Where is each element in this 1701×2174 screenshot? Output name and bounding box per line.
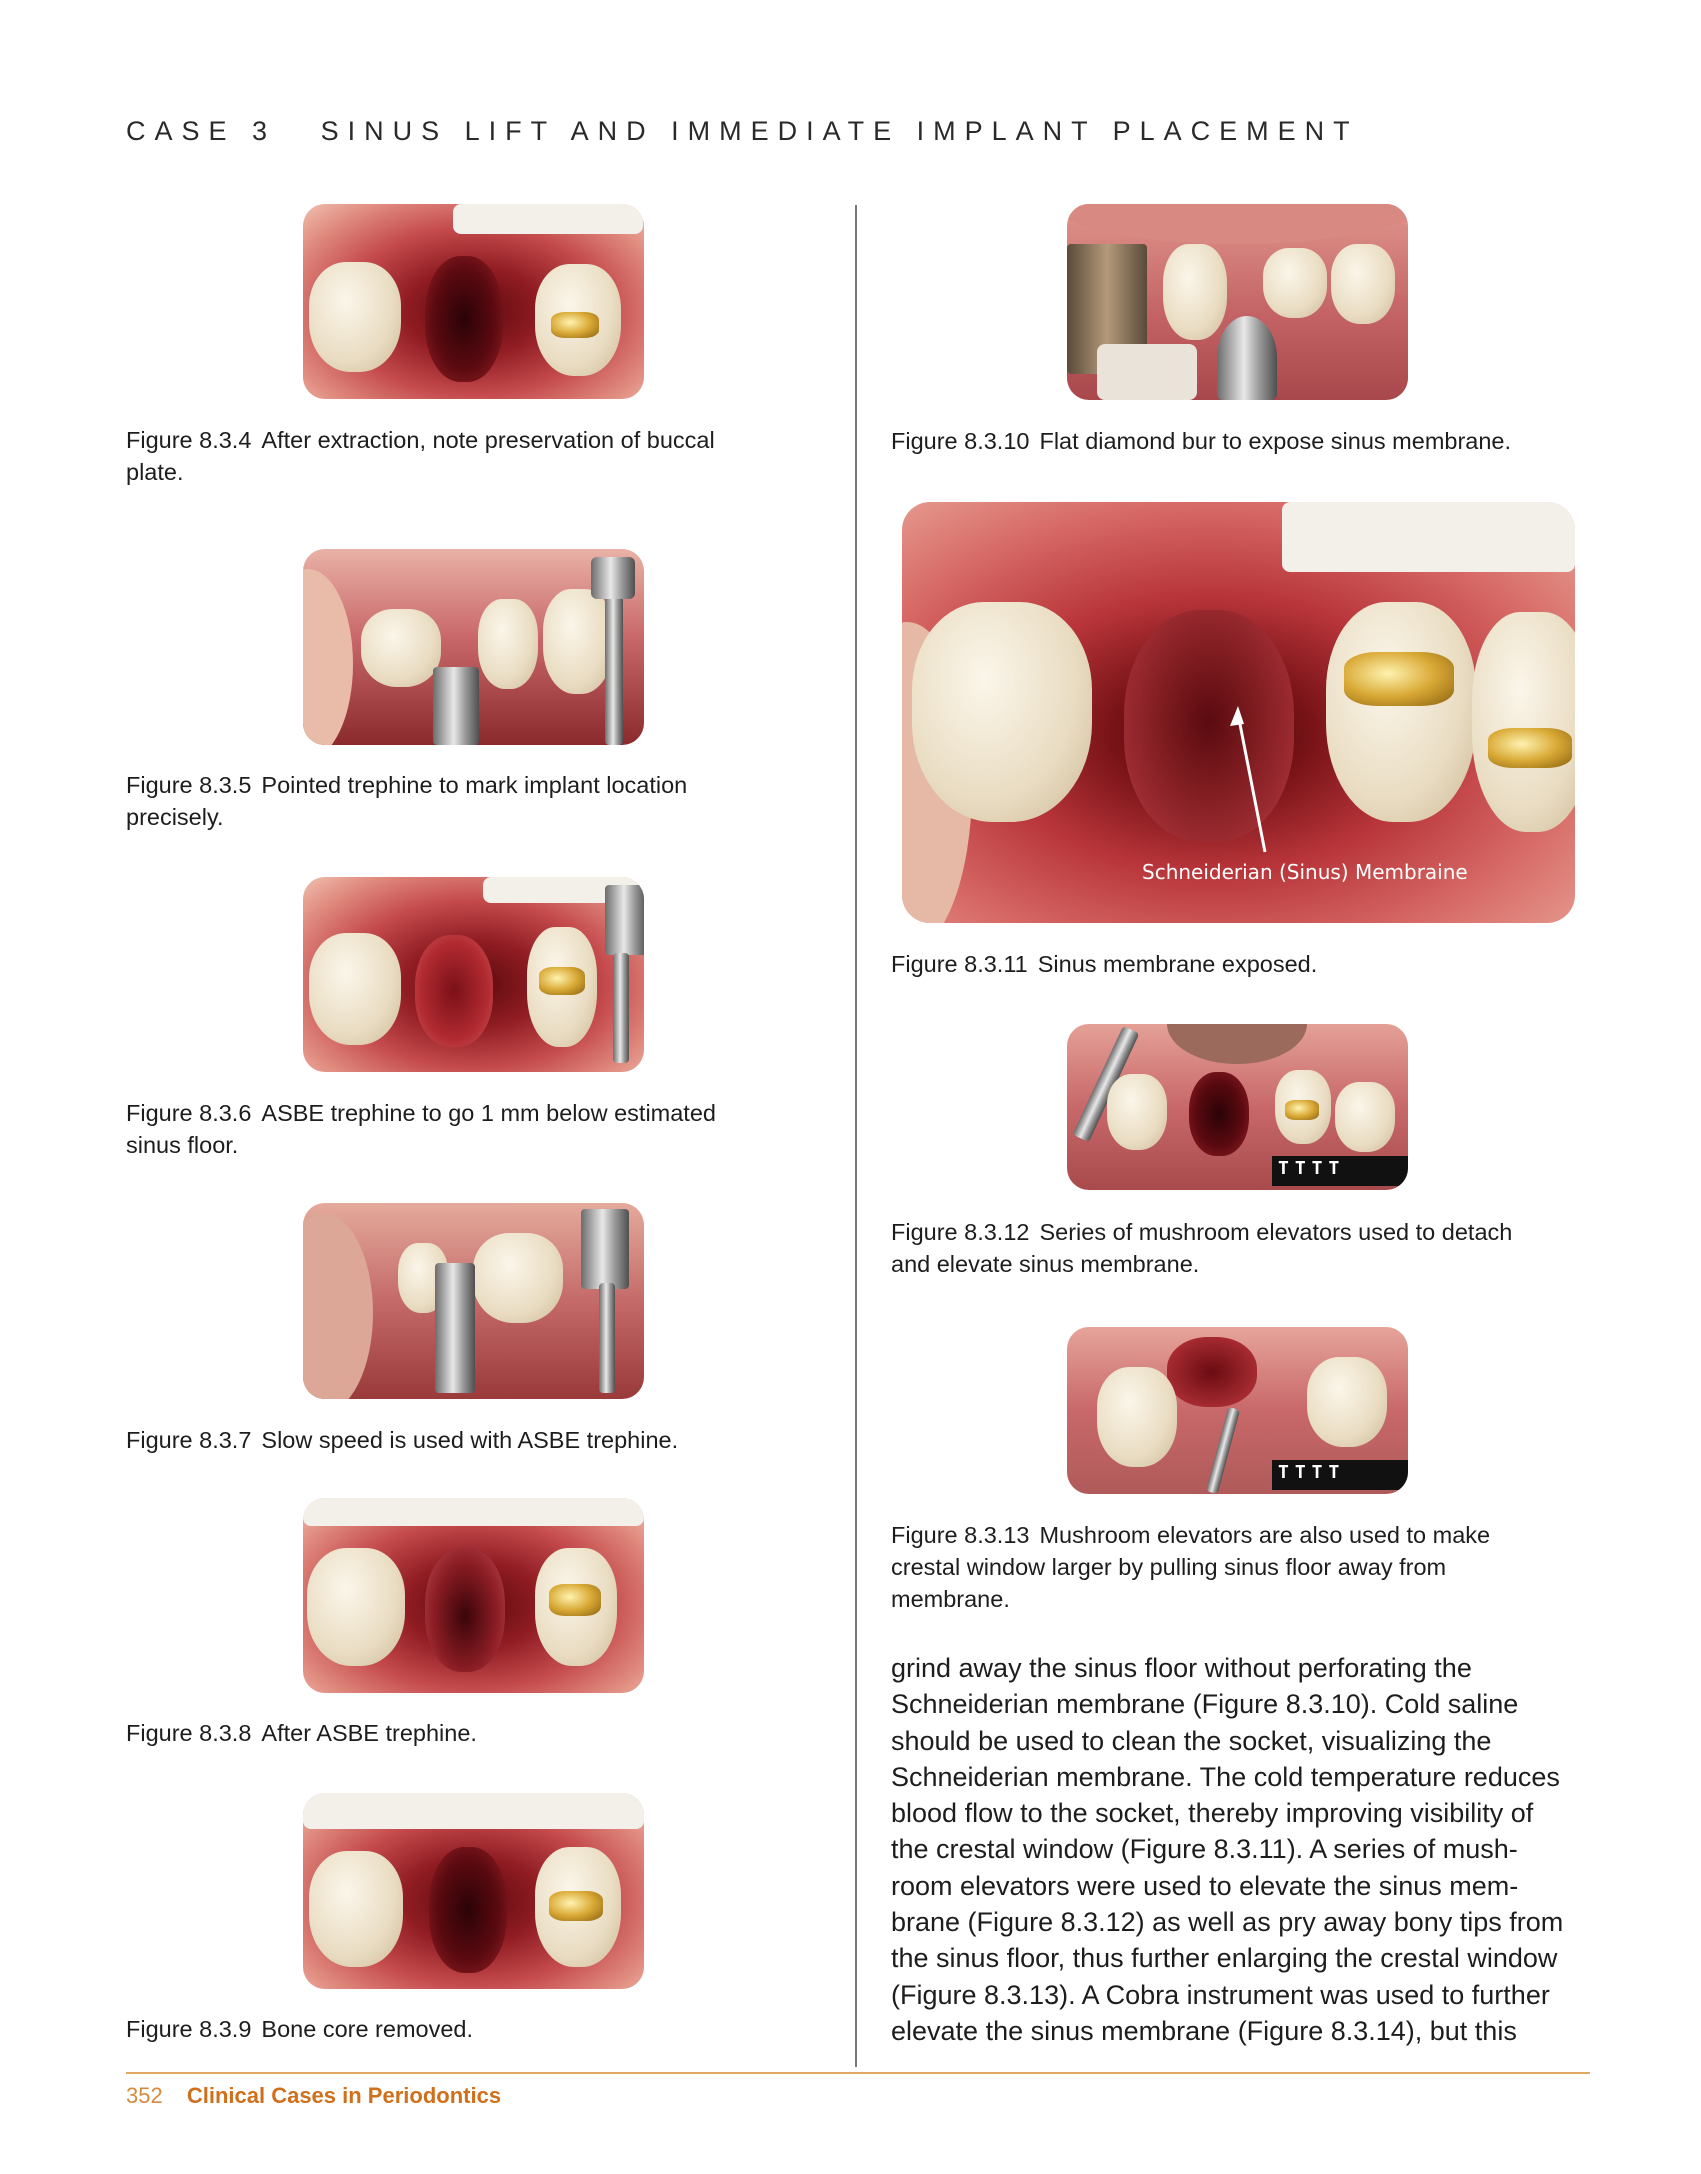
caption-text: plate.	[126, 459, 184, 485]
figure-8-3-4-caption	[126, 424, 786, 488]
running-header	[126, 116, 1359, 147]
figure-number: Figure 8.3.11	[891, 951, 1028, 977]
figure-number: Figure 8.3.5	[126, 772, 252, 798]
caption-text: Bone core removed.	[261, 2016, 474, 2042]
caption-text: Pointed trephine to mark implant location	[261, 772, 688, 798]
figure-8-3-13-photo	[1067, 1327, 1408, 1494]
caption-text: Series of mushroom elevators used to detach	[1039, 1219, 1513, 1245]
column-divider	[855, 205, 857, 2067]
caption-text: precisely.	[126, 804, 224, 830]
body-line: elevate the sinus membrane (Figure 8.3.14), but this	[891, 2015, 1517, 2046]
body-line: room elevators were used to elevate the sinus mem-	[891, 1870, 1519, 1901]
figure-number: Figure 8.3.7	[126, 1427, 252, 1453]
caption-text: Mushroom elevators are also used to make	[1039, 1522, 1491, 1548]
caption-text: After ASBE trephine.	[261, 1720, 477, 1746]
caption-text: and elevate sinus membrane.	[891, 1251, 1200, 1277]
body-line: should be used to clean the socket, visualizing the	[891, 1725, 1492, 1756]
figure-8-3-11-photo	[902, 502, 1575, 923]
page-number: 352	[126, 2083, 163, 2108]
page-footer	[126, 2083, 501, 2109]
mushroom-elevator-set-icon: ΤΤΤΤ	[1272, 1156, 1408, 1186]
body-line: the crestal window (Figure 8.3.11). A series of mush-	[891, 1834, 1518, 1865]
body-line: the sinus floor, thus further enlarging the crestal window	[891, 1943, 1558, 1974]
figure-8-3-9-caption	[126, 2013, 786, 2045]
figure-number: Figure 8.3.4	[126, 427, 252, 453]
figure-8-3-6-photo	[303, 877, 644, 1072]
figure-8-3-7-caption	[126, 1424, 786, 1456]
figure-number: Figure 8.3.8	[126, 1720, 252, 1746]
footer-rule	[126, 2072, 1590, 2074]
caption-text: membrane.	[891, 1586, 1010, 1612]
caption-text: crestal window larger by pulling sinus floor away from	[891, 1554, 1447, 1580]
figure-number: Figure 8.3.13	[891, 1522, 1030, 1548]
body-line: brane (Figure 8.3.12) as well as pry away bony tips from	[891, 1907, 1564, 1938]
figure-number: Figure 8.3.12	[891, 1219, 1030, 1245]
body-line: (Figure 8.3.13). A Cobra instrument was used to further	[891, 1979, 1550, 2010]
figure-8-3-8-photo	[303, 1498, 644, 1693]
figure-8-3-8-caption	[126, 1717, 786, 1749]
caption-text: Sinus membrane exposed.	[1037, 951, 1318, 977]
caption-text: ASBE trephine to go 1 mm below estimated	[261, 1100, 716, 1126]
figure-8-3-10-photo	[1067, 204, 1408, 400]
figure-number: Figure 8.3.6	[126, 1100, 252, 1126]
figure-8-3-9-photo	[303, 1793, 644, 1989]
caption-text: Slow speed is used with ASBE trephine.	[261, 1427, 679, 1453]
body-line: Schneiderian membrane (Figure 8.3.10). Cold saline	[891, 1689, 1519, 1720]
body-line: blood flow to the socket, thereby improving visibility of	[891, 1798, 1534, 1829]
figure-8-3-12-caption	[891, 1216, 1591, 1280]
figure-8-3-13-caption	[891, 1519, 1591, 1615]
annotation-label: Schneiderian (Sinus) Membraine	[1142, 860, 1468, 884]
mushroom-elevator-set-icon: ΤΤΤΤ	[1272, 1460, 1408, 1490]
figure-8-3-5-photo	[303, 549, 644, 745]
caption-text: sinus floor.	[126, 1132, 239, 1158]
figure-number: Figure 8.3.9	[126, 2016, 252, 2042]
figure-8-3-11-caption	[891, 948, 1591, 980]
figure-8-3-5-caption	[126, 769, 786, 833]
figure-8-3-7-photo	[303, 1203, 644, 1399]
body-line: Schneiderian membrane. The cold temperature reduces	[891, 1761, 1560, 1792]
body-line: grind away the sinus floor without perforating the	[891, 1653, 1472, 1683]
caption-text: Flat diamond bur to expose sinus membrane.	[1039, 428, 1512, 454]
figure-number: Figure 8.3.10	[891, 428, 1030, 454]
book-title: Clinical Cases in Periodontics	[186, 2083, 502, 2108]
figure-8-3-10-caption	[891, 425, 1591, 457]
figure-8-3-6-caption	[126, 1097, 786, 1161]
body-paragraph	[891, 1650, 1591, 2049]
header-case: CASE 3	[126, 116, 277, 146]
figure-8-3-4-photo	[303, 204, 644, 399]
caption-text: After extraction, note preservation of buccal	[261, 427, 715, 453]
header-title: SINUS LIFT AND IMMEDIATE IMPLANT PLACEMENT	[320, 116, 1359, 146]
figure-8-3-12-photo	[1067, 1024, 1408, 1190]
